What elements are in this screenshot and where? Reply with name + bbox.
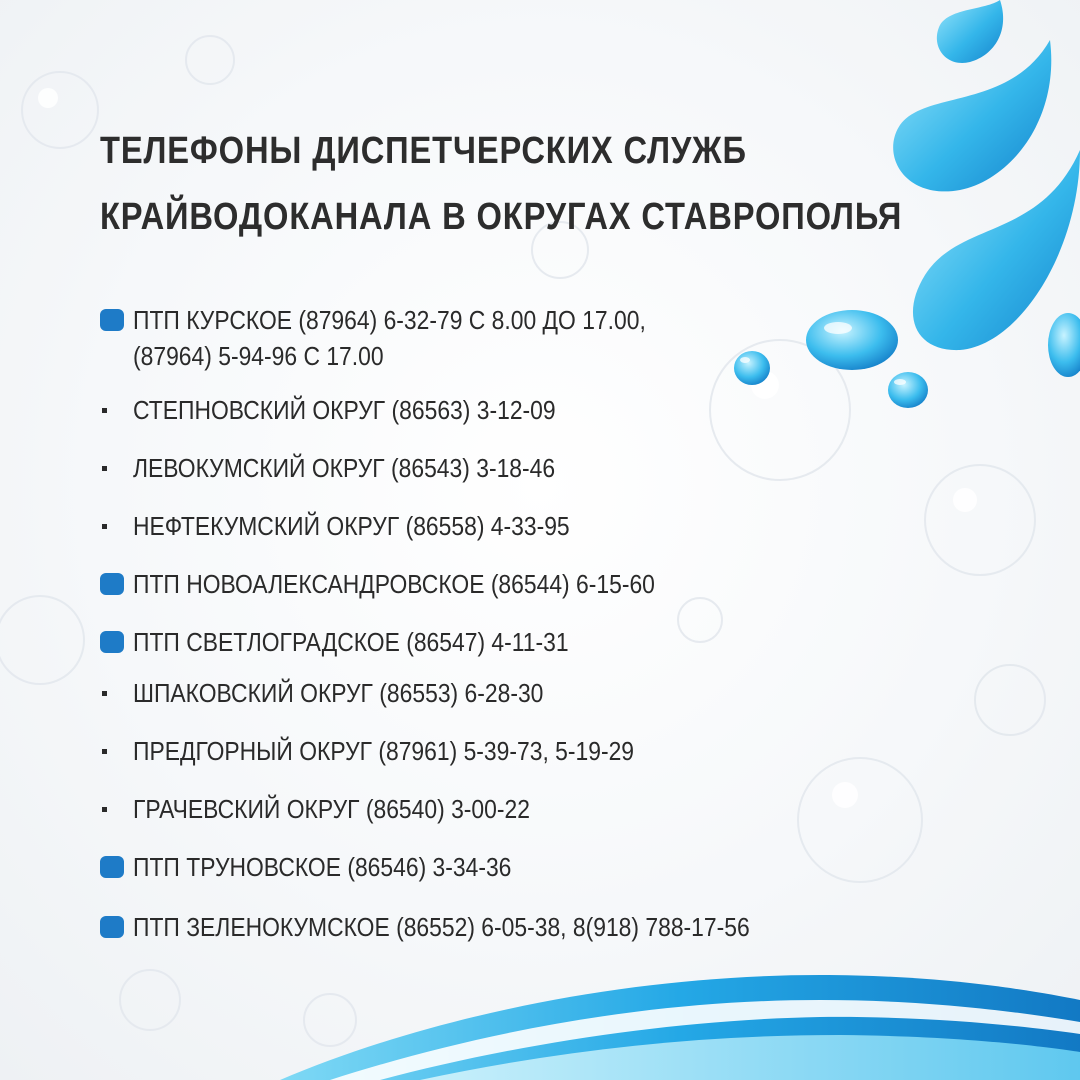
title-line-1: ТЕЛЕФОНЫ ДИСПЕТЧЕРСКИХ СЛУЖБ — [100, 130, 747, 172]
bullet-square-icon — [100, 916, 124, 938]
dispatch-phone-list — [100, 0, 1000, 1080]
bullet-dot-icon — [102, 749, 107, 754]
bullet-dot-icon — [102, 466, 107, 471]
list-item-text: СТЕПНОВСКИЙ ОКРУГ (86563) 3-12-09 — [133, 395, 556, 425]
list-item-text: ГРАЧЕВСКИЙ ОКРУГ (86540) 3-00-22 — [133, 794, 530, 824]
title-line-2: КРАЙВОДОКАНАЛА В ОКРУГАХ СТАВРОПОЛЬЯ — [100, 196, 903, 238]
bullet-dot-icon — [102, 691, 107, 696]
list-item-text: ШПАКОВСКИЙ ОКРУГ (86553) 6-28-30 — [133, 678, 544, 708]
list-item-text: ПРЕДГОРНЫЙ ОКРУГ (87961) 5-39-73, 5-19-29 — [133, 736, 635, 766]
list-item-text: ПТП НОВОАЛЕКСАНДРОВСКОЕ (86544) 6-15-60 — [133, 569, 655, 599]
list-item-text: ПТП ТРУНОВСКОЕ (86546) 3-34-36 — [133, 852, 512, 882]
bullet-square-icon — [100, 309, 124, 331]
water-wave-decoration — [0, 960, 1080, 1080]
bullet-dot-icon — [102, 807, 107, 812]
list-item-text: ПТП КУРСКОЕ (87964) 6-32-79 С 8.00 ДО 17.00, — [133, 305, 646, 335]
bullet-square-icon — [100, 631, 124, 653]
bullet-square-icon — [100, 856, 124, 878]
list-item-text: ЛЕВОКУМСКИЙ ОКРУГ (86543) 3-18-46 — [133, 453, 556, 483]
bullet-square-icon — [100, 573, 124, 595]
list-item-text: ПТП ЗЕЛЕНОКУМСКОЕ (86552) 6-05-38, 8(918) 788-17-56 — [133, 912, 750, 942]
list-item-text: ПТП СВЕТЛОГРАДСКОЕ (86547) 4-11-31 — [133, 627, 569, 657]
bullet-dot-icon — [102, 408, 107, 413]
bullet-dot-icon — [102, 524, 107, 529]
list-item-text-continued: (87964) 5-94-96 С 17.00 — [133, 341, 384, 371]
list-item-text: НЕФТЕКУМСКИЙ ОКРУГ (86558) 4-33-95 — [133, 511, 570, 541]
